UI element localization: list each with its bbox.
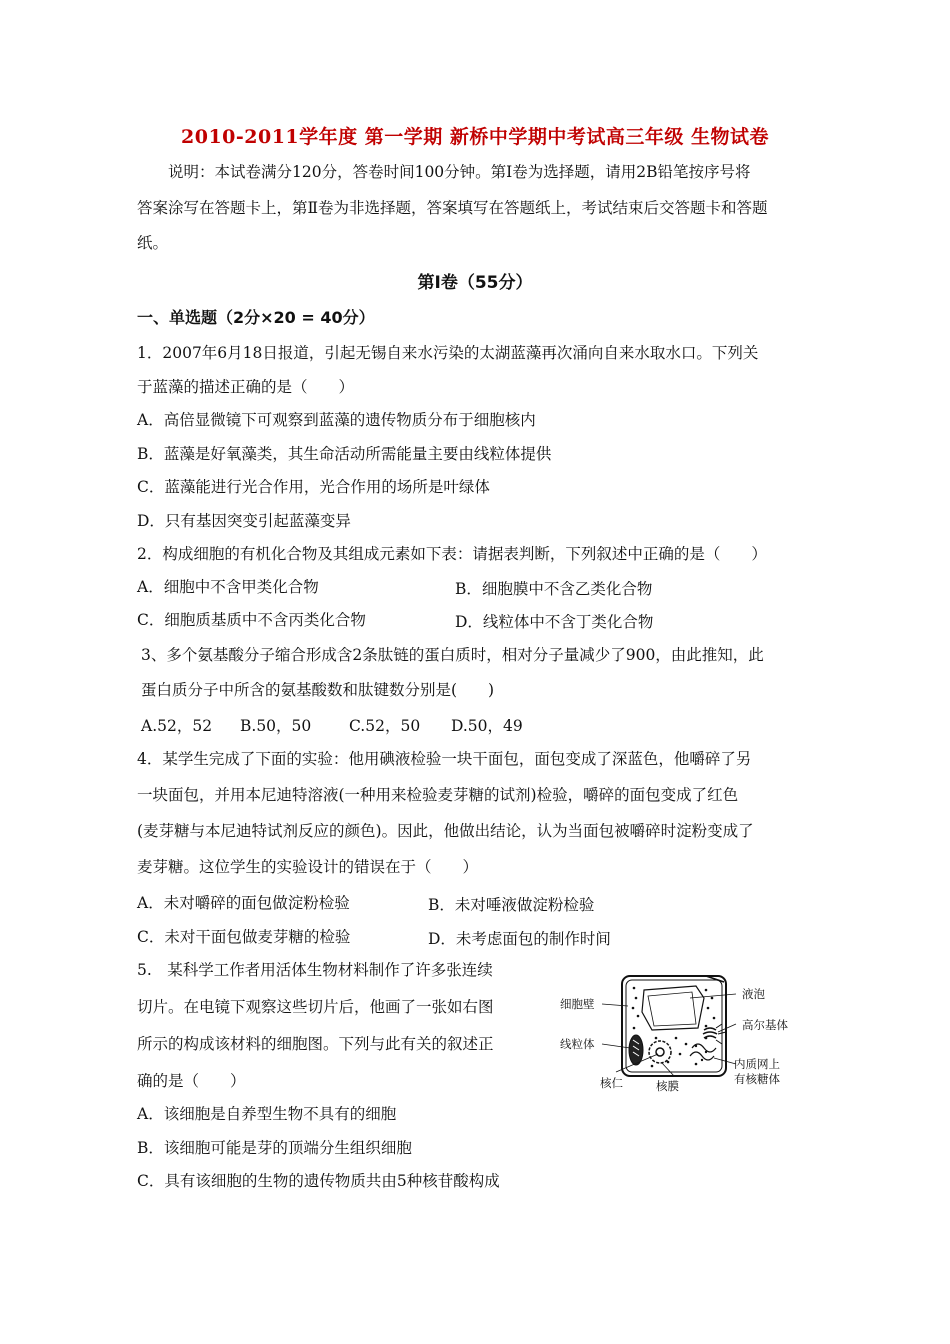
q5-stem-1: 5. 某科学工作者用活体生物材料制作了许多张连续 (137, 961, 493, 979)
q2-option-d: D．线粒体中不含丁类化合物 (455, 613, 654, 631)
label-er-line2: 有核糖体 (734, 1072, 780, 1086)
q1-stem-1: 1．2007年6月18日报道，引起无锡自来水污染的太湖蓝藻再次涌向自来水取水口。下列关 (137, 344, 759, 362)
q4-stem-3: (麦芽糖与本尼迪特试剂反应的颜色)。因此，他做出结论，认为当面包被嚼碎时淀粉变成了 (137, 822, 754, 840)
vacuole (642, 986, 704, 1030)
q5-stem-3: 所示的构成该材料的细胞图。下列与此有关的叙述正 (137, 1035, 494, 1053)
q5-stem-2: 切片。在电镜下观察这些切片后，他画了一张如右图 (137, 998, 494, 1016)
section-title: 第Ⅰ卷（55分） (417, 273, 533, 293)
label-nuclear-membrane: 核膜 (656, 1079, 679, 1093)
label-vacuole: 液泡 (742, 987, 765, 1001)
intro-line-2: 答案涂写在答题卡上，第Ⅱ卷为非选择题，答案填写在答题纸上，考试结束后交答题卡和答题 (137, 199, 768, 217)
q3-stem-1: 3、多个氨基酸分子缩合形成含2条肽链的蛋白质时，相对分子量减少了900，由此推知，此 (141, 646, 764, 664)
q4-option-d: D．未考虑面包的制作时间 (428, 930, 611, 948)
q1-option-c: C．蓝藻能进行光合作用，光合作用的场所是叶绿体 (137, 478, 490, 496)
q2-option-c: C．细胞质基质中不含丙类化合物 (137, 611, 366, 629)
q2-option-a: A．细胞中不含甲类化合物 (137, 578, 319, 596)
q1-stem-2: 于蓝藻的描述正确的是（ ） (137, 378, 355, 396)
q3-option-a: A.52，52 (141, 717, 213, 735)
q4-option-c: C．未对干面包做麦芽糖的检验 (137, 928, 351, 946)
label-er-line1: 内质网上 (734, 1057, 780, 1071)
q5-option-a: A．该细胞是自养型生物不具有的细胞 (137, 1105, 397, 1123)
mitochondria (629, 1035, 643, 1065)
q4-option-a: A．未对嚼碎的面包做淀粉检验 (137, 894, 350, 912)
q5-stem-4: 确的是（ ） (137, 1072, 246, 1090)
q5-option-c: C．具有该细胞的生物的遗传物质共由5种核苷酸构成 (137, 1172, 500, 1190)
intro-line-3: 纸。 (137, 234, 169, 252)
q1-option-a: A．高倍显微镜下可观察到蓝藻的遗传物质分布于细胞核内 (137, 411, 536, 429)
q2-option-b: B．细胞膜中不含乙类化合物 (455, 580, 653, 598)
q3-option-d: D.50，49 (451, 717, 523, 735)
q5-option-b: B．该细胞可能是芽的顶端分生组织细胞 (137, 1139, 412, 1157)
q1-option-d: D．只有基因突变引起蓝藻变异 (137, 512, 351, 530)
q4-stem-1: 4．某学生完成了下面的实验：他用碘液检验一块干面包，面包变成了深蓝色，他嚼碎了另 (137, 750, 752, 768)
plant-cell-diagram (556, 968, 818, 1098)
q3-option-c: C.52，50 (349, 717, 421, 735)
q4-stem-4: 麦芽糖。这位学生的实验设计的错误在于（ ） (137, 858, 479, 876)
q4-stem-2: 一块面包，并用本尼迪特溶液(一种用来检验麦芽糖的试剂)检验，嚼碎的面包变成了红色 (137, 786, 739, 804)
q2-stem: 2．构成细胞的有机化合物及其组成元素如下表：请据表判断，下列叙述中正确的是（ ） (137, 545, 767, 563)
part-heading: 一、单选题（2分×20 = 40分） (137, 308, 375, 327)
label-nucleolus: 核仁 (600, 1076, 623, 1090)
q3-option-b: B.50，50 (240, 717, 312, 735)
q1-option-b: B．蓝藻是好氧藻类，其生命活动所需能量主要由线粒体提供 (137, 445, 552, 463)
label-cell-wall: 细胞壁 (560, 997, 595, 1011)
q3-stem-2: 蛋白质分子中所含的氨基酸数和肽键数分别是( ) (141, 681, 495, 699)
q4-option-b: B．未对唾液做淀粉检验 (428, 896, 595, 914)
nucleus (649, 1041, 671, 1063)
label-golgi: 高尔基体 (742, 1018, 788, 1032)
exam-title: 2010-2011学年度 第一学期 新桥中学期中考试高三年级 生物试卷 (181, 126, 769, 148)
endoplasmic-reticulum (690, 1044, 716, 1061)
intro-line-1: 说明：本试卷满分120分，答卷时间100分钟。第Ⅰ卷为选择题，请用2B铅笔按序号将 (168, 163, 751, 181)
label-mitochondria: 线粒体 (560, 1037, 595, 1051)
